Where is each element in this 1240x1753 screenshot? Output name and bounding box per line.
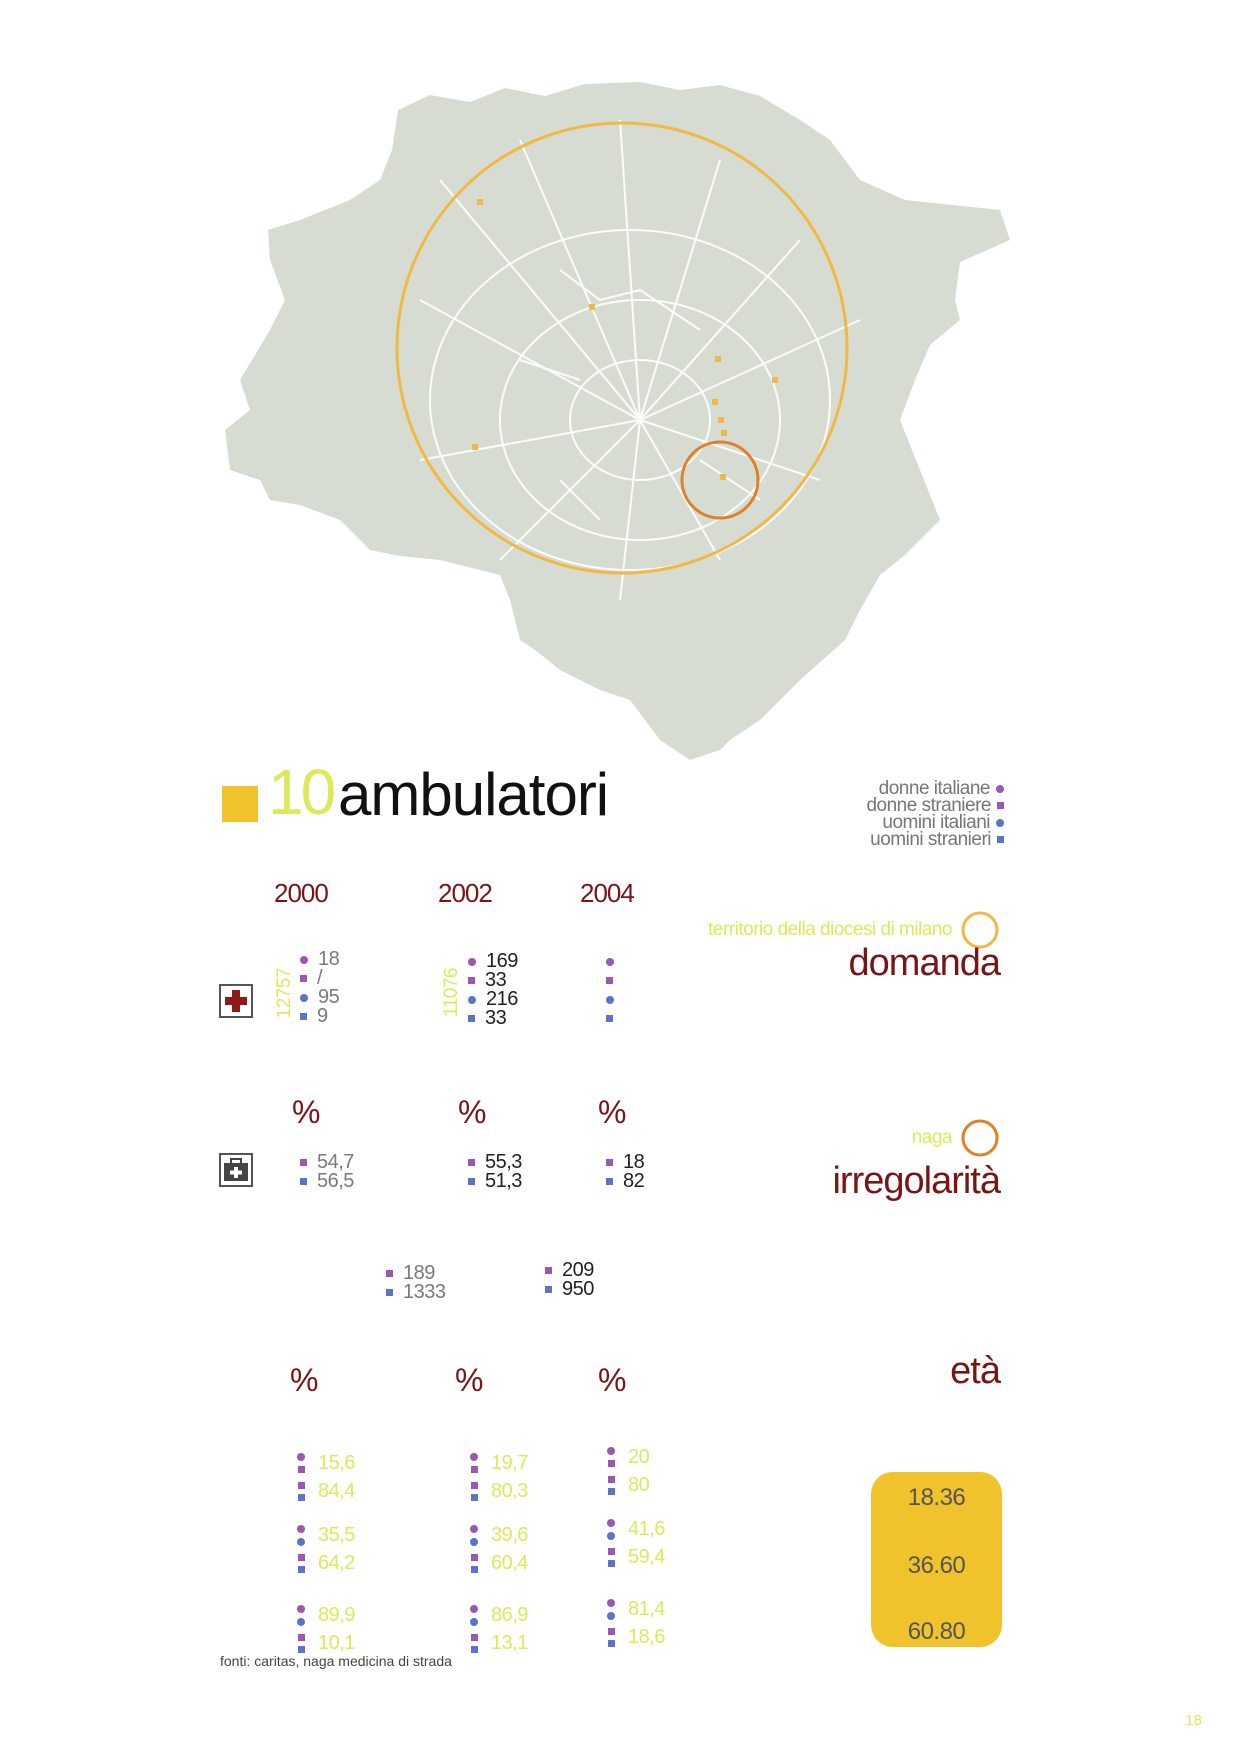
age-group-2 (296, 1524, 355, 1574)
naga-label-row (912, 1118, 1000, 1158)
percent-label: % (292, 1094, 321, 1130)
marker-stack (606, 1628, 616, 1647)
age-col-2000 (296, 1452, 355, 1654)
mid-pair-1 (386, 1264, 446, 1302)
average-age-box (871, 1472, 1002, 1647)
square-marker-icon (300, 1013, 307, 1020)
square-marker-icon (545, 1286, 552, 1293)
age-group-2 (606, 1518, 665, 1568)
value: 39,6 (491, 1523, 528, 1546)
value: 81,4 (628, 1597, 665, 1620)
value: 64,2 (318, 1551, 355, 1574)
value: 60,4 (491, 1551, 528, 1574)
value: 80 (628, 1473, 650, 1496)
percent-label: % (455, 1362, 484, 1398)
value: 41,6 (628, 1517, 665, 1540)
marker-stack (606, 1599, 616, 1620)
title-count: 10 (268, 756, 334, 828)
percent-label: % (598, 1094, 627, 1130)
value: 33 (485, 969, 507, 991)
marker-stack (296, 1554, 306, 1573)
year-2004: 2004 (580, 878, 634, 908)
square-marker-icon (300, 975, 307, 982)
legend (866, 780, 1004, 848)
list-item (469, 1604, 528, 1626)
value: 209 (562, 1259, 594, 1281)
value: 55,3 (485, 1151, 522, 1173)
circle-marker-icon (300, 956, 308, 964)
list-item (300, 1172, 354, 1191)
value: 56,5 (317, 1170, 354, 1192)
age-col-2002 (469, 1452, 528, 1654)
value: / (317, 967, 323, 989)
square-marker-icon (300, 1178, 307, 1185)
value: 20 (628, 1445, 650, 1468)
square-marker-icon (468, 1178, 475, 1185)
value: 1333 (403, 1281, 446, 1303)
list-item (469, 1452, 528, 1474)
list-item (296, 1524, 355, 1546)
list-item (606, 990, 624, 1009)
eta-label: età (950, 1350, 1000, 1392)
value: 13,1 (491, 1631, 528, 1654)
square-marker-icon (606, 1178, 613, 1185)
irregolarita-col-2004 (606, 1153, 644, 1191)
average-age-value: 18.36 (907, 1484, 966, 1511)
list-item (469, 1632, 528, 1654)
list-item (296, 1452, 355, 1474)
value: 86,9 (491, 1603, 528, 1626)
square-marker-icon (468, 977, 475, 984)
list-item (468, 1172, 522, 1191)
legend-label: uomini stranieri (870, 829, 991, 850)
value: 18 (318, 948, 340, 970)
circle-marker-icon (468, 996, 476, 1004)
marker-stack (606, 1519, 616, 1540)
marker-stack (469, 1605, 479, 1626)
marker-stack (606, 1476, 616, 1495)
list-item (606, 971, 624, 990)
irregolarita-col-2002 (468, 1153, 522, 1191)
list-item (469, 1480, 528, 1502)
age-group-1 (296, 1452, 355, 1502)
list-item (296, 1632, 355, 1654)
marker-stack (296, 1482, 306, 1501)
value: 10,1 (318, 1631, 355, 1654)
domanda-col-2004 (606, 952, 624, 1028)
naga-circle-icon (960, 1118, 1000, 1158)
value: 80,3 (491, 1479, 528, 1502)
marker-stack (606, 1447, 616, 1467)
marker-stack (469, 1554, 479, 1573)
naga-label: naga (911, 1127, 952, 1148)
square-marker-icon (468, 1159, 475, 1166)
domanda-col-2002 (468, 952, 518, 1028)
marker-stack (469, 1453, 479, 1473)
age-group-3 (296, 1604, 355, 1654)
average-age-value: 60.80 (907, 1618, 966, 1645)
list-item (606, 1474, 665, 1496)
value: 189 (403, 1262, 435, 1284)
irregolarita-label: irregolarità (832, 1160, 1000, 1202)
legend-label: donne straniere (866, 795, 991, 816)
list-item (606, 1546, 665, 1568)
page-number: 18 (1185, 1712, 1202, 1729)
value: 59,4 (628, 1545, 665, 1568)
percent-label: % (290, 1362, 319, 1398)
age-group-2 (469, 1524, 528, 1574)
marker-stack (296, 1605, 306, 1626)
value: 18,6 (628, 1625, 665, 1648)
square-marker-icon (606, 1159, 613, 1166)
circle-marker-icon (996, 785, 1004, 793)
list-item (606, 952, 624, 971)
list-item (606, 1172, 644, 1191)
square-marker-icon (606, 977, 613, 984)
marker-stack (469, 1525, 479, 1546)
source-footnote: fonti: caritas, naga medicina di strada (220, 1653, 452, 1669)
circle-marker-icon (468, 958, 476, 966)
square-marker-icon (545, 1267, 552, 1274)
list-item (300, 1007, 339, 1026)
circle-marker-icon (300, 994, 308, 1002)
value: 169 (486, 950, 518, 972)
value: 84,4 (318, 1479, 355, 1502)
square-marker-icon (386, 1289, 393, 1296)
average-age-value: 36.60 (907, 1552, 966, 1579)
square-marker-icon (386, 1270, 393, 1277)
domanda-label: domanda (848, 942, 1000, 984)
year-2002: 2002 (438, 878, 492, 908)
legend-label: uomini italiani (882, 812, 990, 833)
irregolarita-col-2000 (300, 1153, 354, 1191)
legend-label: donne italiane (878, 778, 990, 799)
value: 95 (318, 986, 340, 1008)
percent-label: % (598, 1362, 627, 1398)
value: 15,6 (318, 1451, 355, 1474)
marker-stack (296, 1525, 306, 1546)
title-square (222, 786, 258, 822)
age-group-3 (606, 1598, 665, 1648)
list-item (606, 1518, 665, 1540)
domanda-col-2000 (300, 950, 339, 1026)
medical-bag-icon (219, 1153, 253, 1187)
value: 33 (485, 1007, 507, 1029)
domanda-total-2002: 11076 (441, 968, 462, 1017)
marker-stack (469, 1634, 479, 1653)
square-marker-icon (300, 1159, 307, 1166)
list-item (386, 1283, 446, 1302)
square-marker-icon (468, 1015, 475, 1022)
value: 9 (317, 1005, 328, 1027)
list-item (606, 1446, 665, 1468)
marker-stack (469, 1482, 479, 1501)
age-group-1 (606, 1446, 665, 1496)
milan-map (0, 0, 1240, 780)
list-item (606, 1009, 624, 1028)
legend-item-uomini-stranieri (866, 831, 1004, 848)
square-marker-icon (606, 1015, 613, 1022)
square-marker-icon (997, 802, 1004, 809)
list-item (545, 1280, 594, 1299)
circle-marker-icon (996, 819, 1004, 827)
list-item (468, 1009, 518, 1028)
value: 19,7 (491, 1451, 528, 1474)
list-item (606, 1598, 665, 1620)
age-group-1 (469, 1452, 528, 1502)
value: 216 (486, 988, 518, 1010)
list-item (469, 1524, 528, 1546)
circle-marker-icon (606, 958, 614, 966)
value: 950 (562, 1278, 594, 1300)
marker-stack (296, 1634, 306, 1653)
circle-marker-icon (606, 996, 614, 1004)
age-group-3 (469, 1604, 528, 1654)
list-item (296, 1480, 355, 1502)
marker-stack (296, 1453, 306, 1473)
value: 82 (623, 1170, 645, 1192)
mid-pair-2 (545, 1261, 594, 1299)
milan-territory-shape (225, 82, 1010, 760)
red-cross-icon (219, 984, 253, 1018)
list-item (296, 1552, 355, 1574)
title-word: ambulatori (338, 761, 609, 828)
age-col-2004 (606, 1446, 665, 1648)
value: 51,3 (485, 1170, 522, 1192)
value: 89,9 (318, 1603, 355, 1626)
value: 54,7 (317, 1151, 354, 1173)
value: 35,5 (318, 1523, 355, 1546)
domanda-total-2000: 12757 (274, 968, 295, 1019)
year-2000: 2000 (274, 878, 328, 908)
list-item (296, 1604, 355, 1626)
list-item (606, 1626, 665, 1648)
value: 18 (623, 1151, 645, 1173)
square-marker-icon (997, 836, 1004, 843)
territory-label: territorio della diocesi di milano (708, 919, 952, 940)
percent-label: % (458, 1094, 487, 1130)
list-item (469, 1552, 528, 1574)
marker-stack (606, 1548, 616, 1567)
